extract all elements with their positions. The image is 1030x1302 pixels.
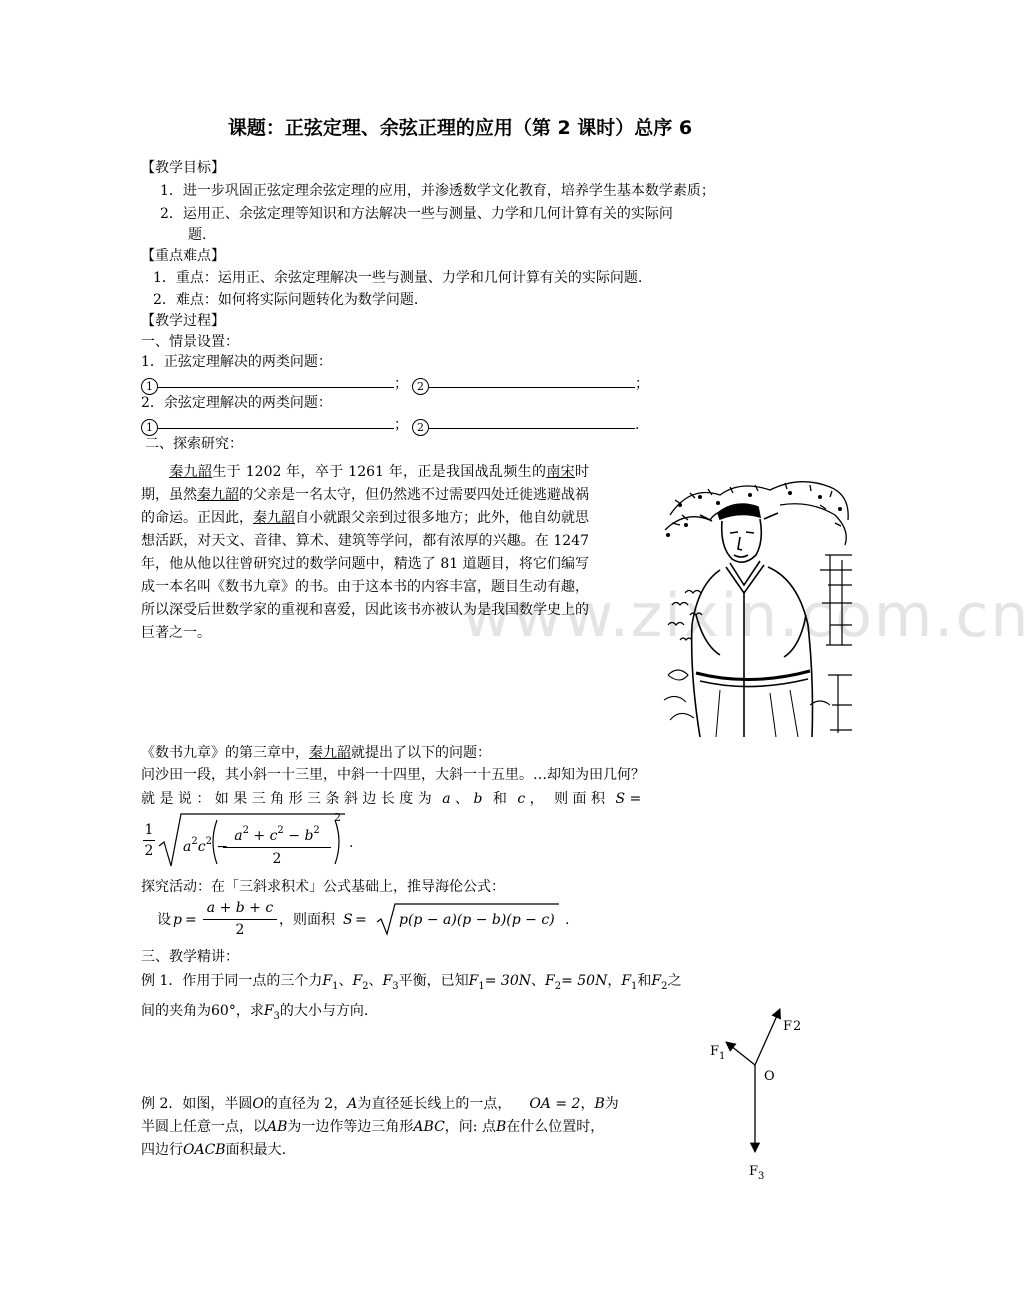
page-title: 课题：正弦定理、余弦正理的应用（第 2 课时）总序 6 [227,117,693,139]
goals-header: 【教学目标】 [141,160,225,176]
triangle-area-formula: 1 2 $a^2c^2$ − $a^2 + c^2 - b^2$ 2 2 . [141,812,381,870]
goal-item-1: 1．进一步巩固正弦定理余弦定理的应用，并渗透数学文化教育，培养学生基本数学素质； [160,183,715,199]
inquiry-text: 探究活动：在「三斜求积术」公式基础上，推导海伦公式： [141,879,505,895]
answer-blank-1[interactable] [158,371,394,388]
answer-blank-3[interactable] [158,412,394,429]
question-2: 2．余弦定理解决的两类问题： [141,395,332,411]
circle-number-1: 1 [141,378,158,395]
section-1-heading: 一、情景设置： [141,334,239,350]
portrait-illustration [660,475,852,737]
example-2-line-1: 例 2．如图，半圆O的直径为 2，A为直径延长线上的一点， OA = 2，B为 [141,1096,619,1112]
label-f2: 2 [793,1019,802,1034]
example-1-line-2: 间的夹角为60°，求$F_3$的大小与方向. [141,1003,369,1022]
heron-formula: 设 p = a + b + c 2 ，则面积 S = p(p − a)(p − b)(p − c) . [157,900,570,938]
label-origin: O [764,1069,775,1084]
story-paragraph: 秦九韶生于 1202 年，卒于 1261 年，正是我国战乱频生的南宋时期，虽然秦九韶的父亲是一名太守，但仍然逃不过需要四处迁徙逃避战祸的命运。正因此，秦九韶自小就跟父亲到过很多地方；此外，他自幼就思想活跃，对天文、音律、算术、建筑等学问，都有浓厚的兴趣。在 1247 年，他从他以往曾研究过的数学问题中，精选了 81 道题目，将它们编写成一本名叫《数书九章》的书。由于这本书的内容丰富，题目生动有趣，所以深受后世数学家的重视和喜爱，因此该书亦被认为是我国数学史上的巨著之一。 [141,464,590,641]
example-2-line-3: 四边行OACB面积最大. [141,1142,287,1158]
name-qin-jiushao: 秦九韶 [197,487,239,503]
circle-number-2: 2 [412,378,429,395]
example-1-line-1: 例 1．作用于同一点的三个力$F_1$、$F_2$、$F_3$平衡，已知$F_1= 30N$、$F_2= 50N$，$F_1$和$F_2$之 [141,973,682,992]
name-qin-jiushao: 秦九韶 [253,510,295,526]
force-arrow-f2 [755,1009,780,1065]
name-qin-jiushao: 秦九韶 [309,745,351,761]
label-f1: $F_1$ [710,1044,726,1062]
circle-number-1: 1 [141,419,158,436]
blank-row-1: 1 ； 2 ； [141,371,649,396]
watermark: www.zixin.com.cn [462,581,1030,651]
goal-item-2: 2．运用正、余弦定理等知识和方法解决一些与测量、力学和几何计算有关的实际问 [160,206,673,222]
answer-blank-4[interactable] [429,412,635,429]
section-2-heading: 二、探索研究： [145,436,243,452]
answer-blank-2[interactable] [429,371,635,388]
process-header: 【教学过程】 [141,313,225,329]
chapter-line-3: 就 是 说 ： 如 果 三 角 形 三 条 斜 边 长 度 为 a 、 b 和 c ， 则 面 积 S = [141,791,642,807]
key-item-2: 2．难点：如何将实际问题转化为数学问题. [153,292,419,308]
example-2-line-2: 半圆上任意一点，以AB为一边作等边三角形ABC，问: 点B在什么位置时， [141,1119,605,1135]
key-header: 【重点难点】 [141,248,225,264]
chapter-line-2: 问沙田一段，其小斜一十三里，中斜一十四里，大斜一十五里。…却知为田几何？ [141,767,645,783]
name-southern-song: 南宋 [546,464,576,480]
key-item-1: 1．重点：运用正、余弦定理解决一些与测量、力学和几何计算有关的实际问题. [153,270,643,286]
section-3-heading: 三、教学精讲： [141,949,239,965]
force-arrow-f1 [726,1042,755,1065]
blank-row-2: 1 ； 2 . [141,412,639,437]
label-f2-letter: F [783,1019,793,1034]
name-qin-jiushao: 秦九韶 [169,464,213,480]
question-1: 1．正弦定理解决的两类问题： [141,354,332,370]
goal-item-2-cont: 题. [188,227,207,243]
chapter-line-1: 《数书九章》的第三章中，秦九韶就提出了以下的问题： [141,745,491,761]
circle-number-2: 2 [412,419,429,436]
label-f3: $F_3$ [749,1164,765,1182]
